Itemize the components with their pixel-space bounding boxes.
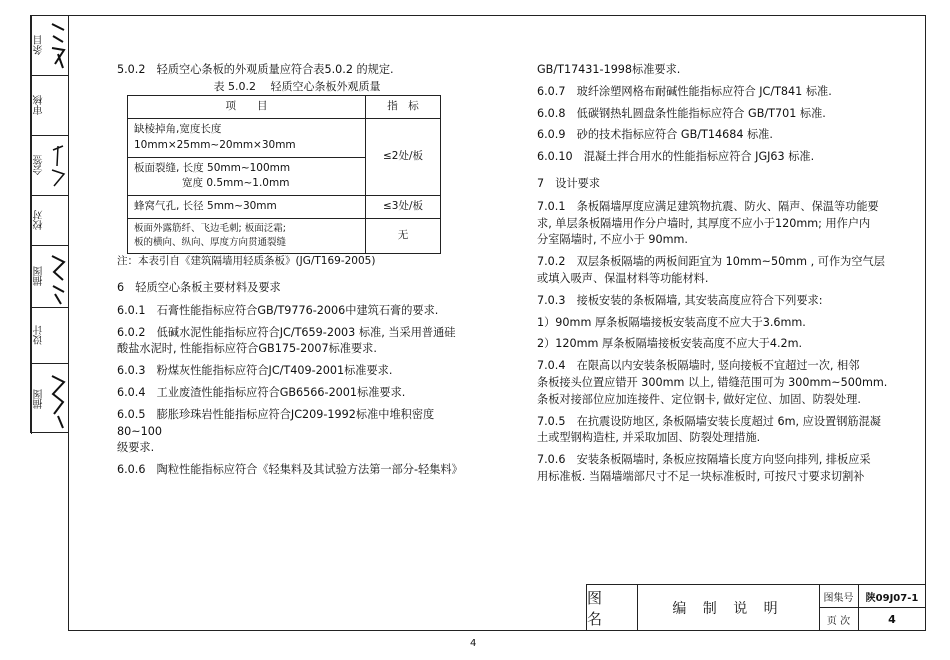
atlas-number-label: 图集号 [819,585,859,608]
drawing-name: 编 制 说 明 [637,585,820,631]
clause-6-0-3: 6.0.3 粉煤灰性能指标应符合JC/T409-2001标准要求. [117,364,393,378]
stamp-label: 描图 [31,364,47,434]
table-header-item: 项 目 [128,96,366,119]
clause-7-0-3-item-2: 2）120mm 厚条板隔墙接板安装高度不应大于4.2m. [537,337,803,351]
stamp-label: 会签 [31,136,47,195]
table-note: 注：本表引自《建筑隔墙用轻质条板》(JG/T169-2005) [117,255,376,268]
clause-6-0-1: 6.0.1 石膏性能指标应符合GB/T9776-2006中建筑石膏的要求. [117,303,439,317]
stamp-cell-sheji [31,308,68,364]
section-7-heading: 7 设计要求 [537,176,601,190]
table-row [128,218,441,254]
clause-6-0-6: 6.0.6 陶粒性能指标应符合《轻集料及其试验方法第一部分-轻集料》 [117,463,463,477]
clause-7-0-2: 7.0.2 双层条板隔墙的两板间距宜为 10mm~50mm , 可作为空气层 [537,255,885,269]
clause-6-0-10: 6.0.10 混凝土拌合用水的性能指标应符合 JGJ63 标准. [537,150,815,164]
title-block [586,584,926,631]
row-item-line: 板面外露筋纤、飞边毛刺; 板面泛霜; [134,222,286,234]
clause-7-0-4: 7.0.4 在限高以内安装条板隔墙时, 竖向接板不宜超过一次, 相邻 [537,359,860,373]
clause-7-0-4-cont: 条板对接部位应加连接件、定位钢卡, 做好定位、加固、防裂处理. [537,392,861,406]
clause-7-0-1: 7.0.1 条板隔墙厚度应满足建筑物抗震、防火、隔声、保温等功能要 [537,199,879,213]
stamp-label: 校对 [31,196,47,245]
stamp-cell-shenhe [31,76,68,136]
stamp-cell-jiaodui [31,196,68,246]
row-item-line: 蜂窝气孔, 长径 5mm~30mm [128,196,366,219]
left-column [117,62,477,484]
merged-value-cell: ≤2处/板 [366,119,441,196]
clause-7-0-4-cont: 条板接头位置应错开 300mm 以上, 错缝范围可为 300mm~500mm. [537,375,888,389]
table-title: 表 5.0.2 轻质空心条板外观质量 [213,79,381,93]
approval-stamp-strip [30,15,68,433]
row-item-line: 缺棱掉角,宽度长度 [134,123,222,136]
clause-6-0-5: 6.0.5 膨胀珍珠岩性能指标应符合JC209-1992标准中堆积密度 80~100 [117,407,435,438]
clause-6-0-2: 6.0.2 低碱水泥性能指标应符合JC/T659-2003 标准, 当采用普通硅 [117,325,456,339]
clause-7-0-3: 7.0.3 接板安装的条板隔墙, 其安装高度应符合下列要求: [537,293,823,307]
clause-7-0-6-cont: 用标准板. 当隔墙端部尺寸不足一块标准板时, 可按尺寸要求切割补 [537,469,865,483]
drawing-name-label: 图 名 [587,585,638,631]
signature-image [49,140,67,192]
stamp-cell-tiaomu [31,16,68,76]
clause-7-0-1-cont: 求, 单层条板隔墙用作分户墙时, 其厚度不应小于120mm; 用作户内 [537,216,871,230]
stamp-label: 条目 [31,16,47,75]
clause-7-0-5-cont: 土或型钢构造柱, 并采取加固、防裂处理措施. [537,431,761,445]
clause-7-0-2-cont: 或填入吸声、保温材料等功能材料. [537,271,709,285]
stamp-label: 设计 [31,308,47,363]
clause-7-0-3-item-1: 1）90mm 厚条板隔墙接板安装高度不应大于3.6mm. [537,315,806,329]
signature-image [49,250,67,306]
row-item-line: 10mm×25mm~20mm×30mm [134,138,296,151]
stamp-cell-miaotu-1 [31,246,68,308]
page-number-cell: 4 [888,612,896,626]
clause-6-0-8: 6.0.8 低碳钢热轧圆盘条性能指标应符合 GB/T701 标准. [537,106,826,120]
stamp-cell-huiqian [31,136,68,196]
clause-6-0-4: 6.0.4 工业废渣性能指标应符合GB6566-2001标准要求. [117,386,406,400]
clause-6-0-7: 6.0.7 玻纤涂塑网格布耐碱性能指标应符合 JC/T841 标准. [537,84,832,98]
clause-5-0-2: 5.0.2 轻质空心条板的外观质量应符合表5.0.2 的规定. [117,63,394,76]
appearance-quality-table [127,95,441,254]
clause-6-0-9: 6.0.9 砂的技术指标应符合 GB/T14684 标准. [537,128,773,142]
right-column [537,57,907,486]
clause-6-0-5-cont: 级要求. [117,441,155,455]
table-row [128,196,441,219]
page-footer-number: 4 [470,638,477,649]
stamp-cell-miaotu-2 [31,364,68,434]
stamp-label: 描图 [31,246,47,307]
row-item-line: 板的横向、纵向、厚度方向贯通裂缝 [134,237,287,249]
table-row [128,119,441,158]
clause-6-0-6-cont: GB/T17431-1998标准要求. [537,63,681,76]
row-value: 无 [366,218,441,254]
signature-image [49,368,67,430]
signature-image [49,20,67,72]
stamp-label: 审核 [31,76,47,135]
row-value: ≤3处/板 [366,196,441,219]
page-label: 页 次 [819,608,859,630]
clause-7-0-5: 7.0.5 在抗震设防地区, 条板隔墙安装长度超过 6m, 应设置钢筋混凝 [537,414,881,428]
row-item-line: 板面裂缝, 长度 50mm~100mm [134,161,291,174]
row-item-line: 宽度 0.5mm~1.0mm [182,177,290,190]
clause-7-0-1-cont: 分室隔墙时, 不应小于 90mm. [537,233,688,247]
clause-6-0-2-cont: 酸盐水泥时, 性能指标应符合GB175-2007标准要求. [117,342,377,356]
atlas-number: 陕09J07-1 [859,585,925,608]
clause-7-0-6: 7.0.6 安装条板隔墙时, 条板应按隔墙长度方向竖向排列, 排板应采 [537,453,871,467]
section-6-heading: 6 轻质空心条板主要材料及要求 [117,281,281,295]
table-header-index: 指 标 [366,96,441,119]
